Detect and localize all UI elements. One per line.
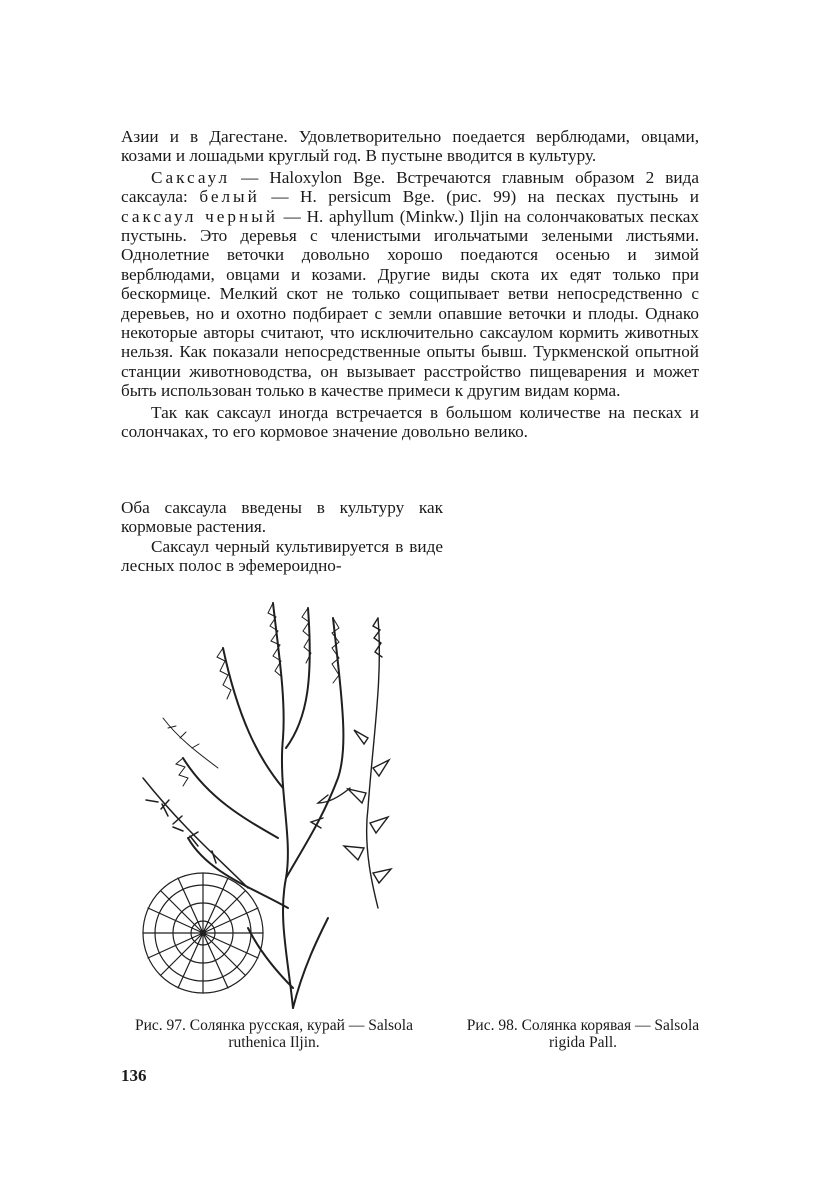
body-text xyxy=(121,127,699,442)
paragraph-3-continuation: Оба саксаула введены в культуру как кормовые растения. xyxy=(121,498,443,537)
salsola-illustration xyxy=(128,588,428,1013)
term-black-saxaul: саксаул черный xyxy=(121,206,278,226)
left-side-branch xyxy=(143,778,248,888)
figure-97-caption: Рис. 97. Солянка русская, курай — Salsola ruthenica Iljin. xyxy=(134,1017,413,1051)
tumbleweed-ball xyxy=(143,873,263,993)
term-saxaul: Саксаул xyxy=(151,167,231,187)
leafy-tips xyxy=(163,603,339,786)
paragraph-saxaul: Саксаул — Haloxylon Bge. Встречаются главным образом 2 вида саксаула: белый — H. persicum Bge. (рис. 99) на песках пустынь и саксаул черный — H. aphyllum (Minkw.) Iljin на солончаковатых песках пустынь. Это деревья с членистыми игольчатыми зелеными листьями. Однолетние веточки довольно хорошо поедаются осенью и зимой верблюдами, овцами и козами. Другие виды скота их едят только при бескормице. Мелкий скот не только сощипывает ветви непосредственно с деревьев, но и охотно подбирает с земли опавшие веточки и плоды. Однако некоторые авторы считают, что исключительно саксаулом кормить животных нельзя. Как показали непосредственные опыты бывш. Туркменской опытной станции животноводства, он вызывает расстройство пищеварения и может быть использован только в качестве примеси к другим видам корма. xyxy=(121,167,700,401)
page-number: 136 xyxy=(121,1066,147,1085)
figure-98-caption: Рис. 98. Солянка корявая — Salsola rigida Pall. xyxy=(466,1017,700,1051)
term-white: белый xyxy=(199,187,260,207)
paragraph-4: Саксаул черный культивируется в виде лесных полос в эфемероидно- xyxy=(121,537,443,576)
paragraph-1: Азии и в Дагестане. Удовлетворительно поедается верблюдами, овцами, козами и лошадьми круглый год. В пустыне вводится в культуру. xyxy=(121,127,699,166)
paragraph-3: Так как саксаул иногда встречается в большом количестве на песках и солончаках, то его кормовое значение довольно велико. xyxy=(121,402,699,442)
salsola-rigida-branch xyxy=(311,618,391,908)
main-stem xyxy=(183,603,343,1008)
